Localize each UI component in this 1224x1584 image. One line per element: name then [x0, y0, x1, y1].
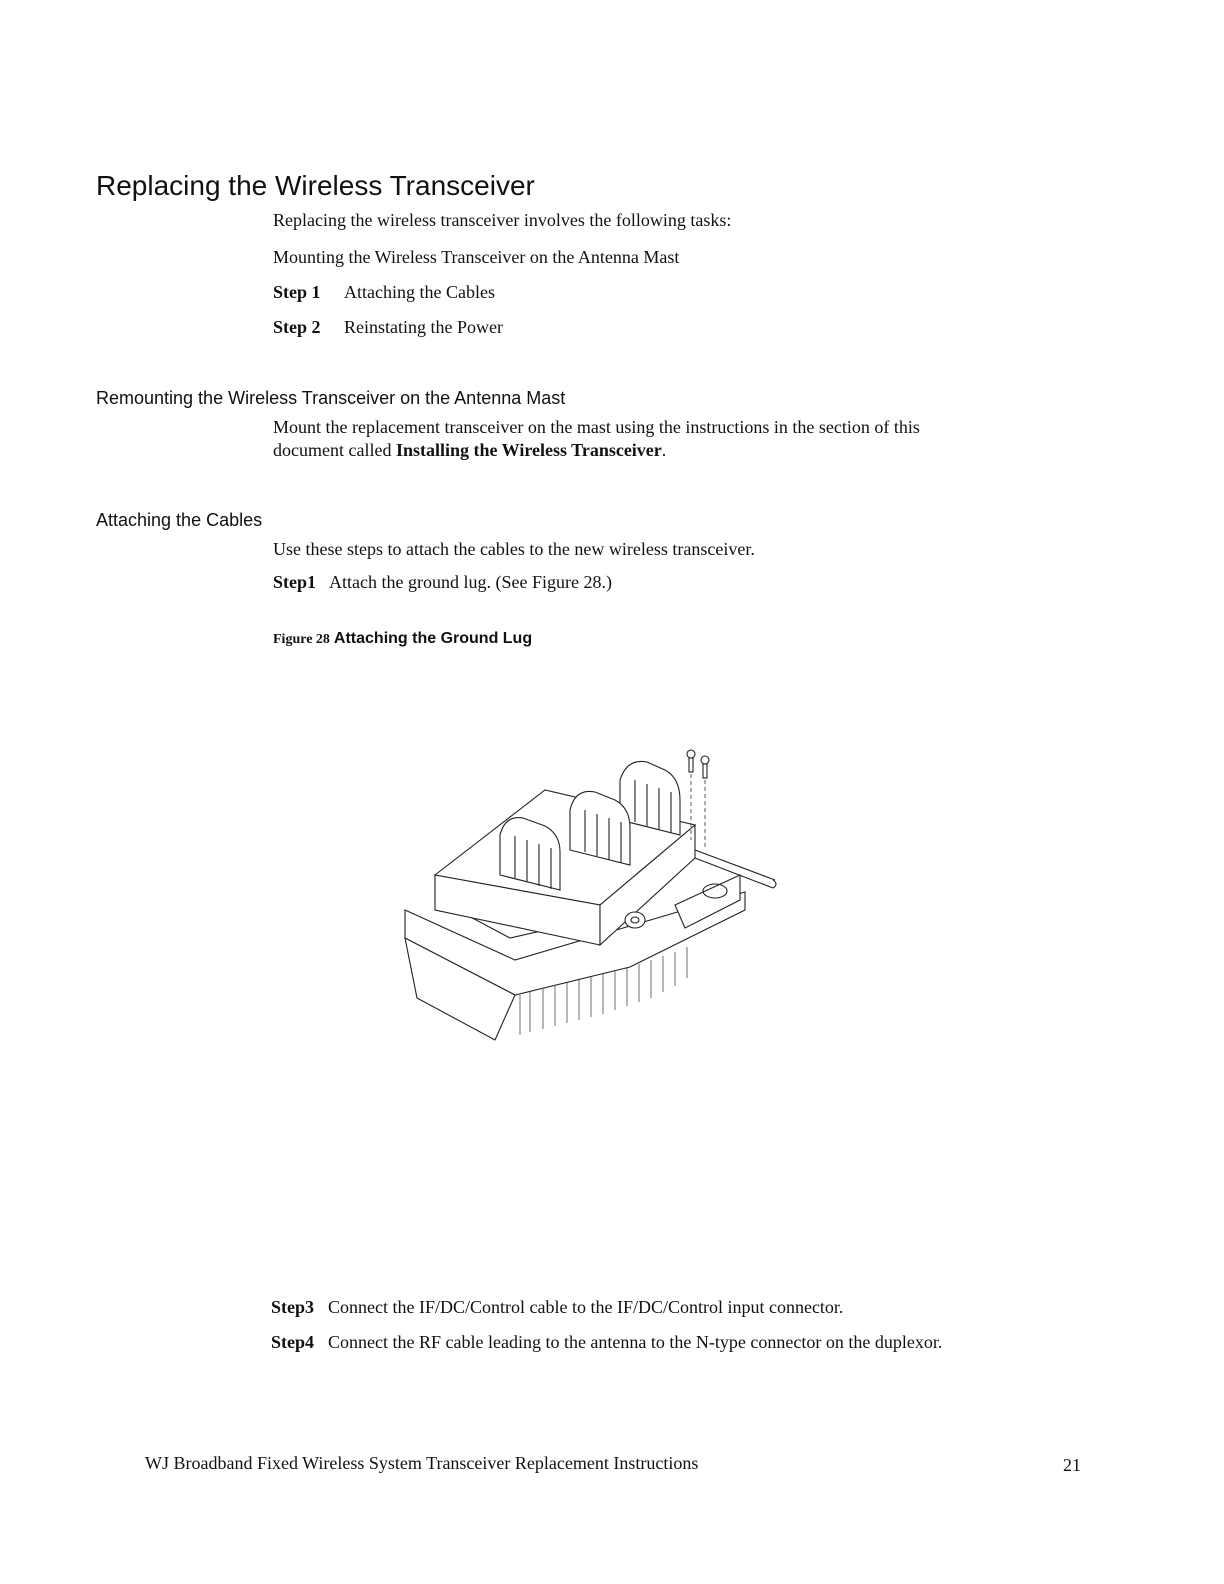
figure-caption	[273, 630, 532, 648]
footer-title: WJ Broadband Fixed Wireless System Transceiver Replacement Instructions	[145, 1453, 699, 1473]
attach-step-1	[273, 570, 612, 594]
step-label: Step3	[271, 1297, 315, 1317]
figure-title: Attaching the Ground Lug	[333, 630, 533, 647]
page-number: 21	[1063, 1455, 1081, 1475]
figure-number: Figure 28	[273, 632, 330, 647]
page-title: Replacing the Wireless Transceiver	[96, 170, 535, 201]
remount-period: .	[661, 440, 667, 460]
step-label: Step 2	[273, 317, 321, 337]
step-text: Attaching the Cables	[344, 282, 495, 302]
remount-text: document called	[273, 440, 396, 460]
remount-line-2	[273, 438, 666, 462]
step-text: Connect the IF/DC/Control cable to the IF/DC/Control input connector.	[328, 1297, 844, 1317]
remount-reference: Installing the Wireless Transceiver	[395, 440, 662, 460]
intro-text: Replacing the wireless transceiver involves the following tasks:	[273, 210, 732, 230]
task-step-1	[273, 280, 495, 304]
attach-step-3	[271, 1295, 843, 1319]
step-label: Step 1	[273, 282, 321, 302]
step-text: Connect the RF cable leading to the antenna to the N-type connector on the duplexor.	[328, 1332, 943, 1352]
task-step-2	[273, 315, 503, 339]
ground-lug-illustration	[395, 740, 795, 1050]
step-text: Reinstating the Power	[344, 317, 503, 337]
attach-step-4	[271, 1330, 942, 1354]
step-text: Attach the ground lug. (See Figure 28.)	[329, 572, 612, 592]
remount-line-1: Mount the replacement transceiver on the mast using the instructions in the section of this	[273, 417, 920, 437]
attach-heading: Attaching the Cables	[96, 510, 263, 530]
task-mounting: Mounting the Wireless Transceiver on the Antenna Mast	[273, 247, 680, 267]
attach-intro: Use these steps to attach the cables to the new wireless transceiver.	[273, 539, 755, 559]
remount-heading: Remounting the Wireless Transceiver on the Antenna Mast	[96, 388, 566, 408]
step-label: Step4	[271, 1332, 315, 1352]
step-label: Step1	[273, 572, 317, 592]
ground-stud	[625, 912, 645, 928]
